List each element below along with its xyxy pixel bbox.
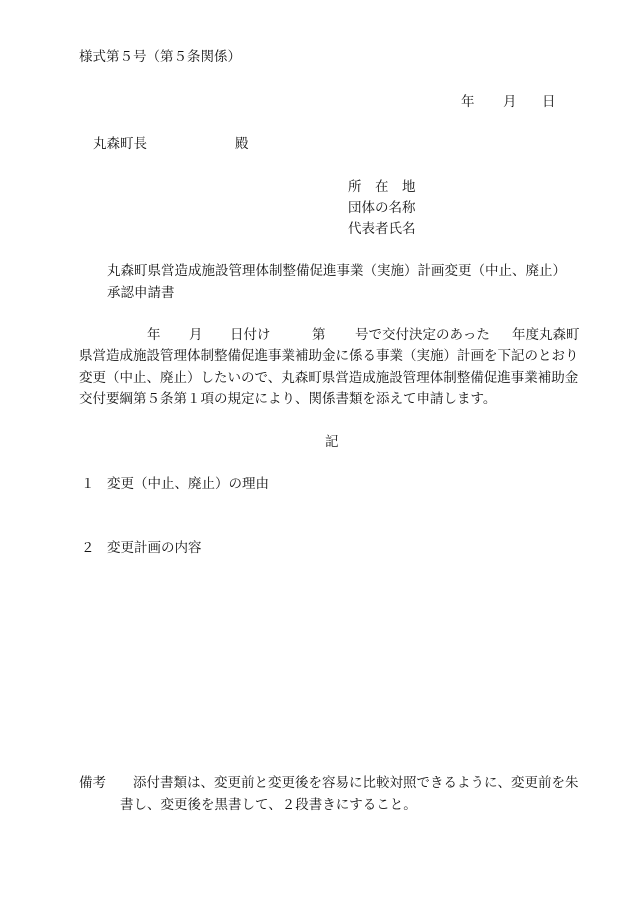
- remarks-label: 備考: [79, 775, 106, 791]
- document-title-line1: 丸森町県営造成施設管理体制整備促進事業（実施）計画変更（中止、廃止）: [107, 263, 566, 279]
- form-number: 様式第５号（第５条関係）: [79, 49, 241, 65]
- body-line4: 交付要綱第５条第１項の規定により、関係書類を添えて申請します。: [79, 391, 497, 407]
- body-dai-label: 第: [312, 327, 326, 343]
- item-2-number: ２: [81, 540, 95, 556]
- body-year-label: 年: [147, 327, 161, 343]
- date-month-label: 月: [503, 94, 517, 110]
- item-1-number: １: [81, 476, 95, 492]
- applicant-representative-label: 代表者氏名: [348, 221, 416, 237]
- item-2-label: 変更計画の内容: [107, 540, 202, 556]
- body-go-text: 号で交付決定のあった: [355, 327, 490, 343]
- document-title-line2: 承認申請書: [107, 285, 175, 301]
- applicant-organization-label: 団体の名称: [348, 200, 416, 216]
- ki-heading: 記: [325, 434, 339, 450]
- date-day-label: 日: [542, 94, 556, 110]
- remarks-line2: 書し、変更後を黒書して、２段書きにすること。: [120, 797, 417, 813]
- remarks-line1: 添付書類は、変更前と変更後を容易に比較対照できるように、変更前を朱: [133, 775, 579, 791]
- item-1-label: 変更（中止、廃止）の理由: [107, 476, 269, 492]
- body-nendo-text: 年度丸森町: [512, 327, 580, 343]
- addressee-honorific: 殿: [235, 136, 249, 152]
- addressee-name: 丸森町長: [93, 136, 147, 152]
- body-month-label: 月: [189, 327, 203, 343]
- body-day-dated-label: 日付け: [230, 327, 271, 343]
- body-line2: 県営造成施設管理体制整備促進事業補助金に係る事業（実施）計画を下記のとおり: [79, 348, 579, 364]
- date-year-label: 年: [461, 94, 475, 110]
- body-line3: 変更（中止、廃止）したいので、丸森町県営造成施設管理体制整備促進事業補助金: [79, 370, 579, 386]
- applicant-location-label: 所 在 地: [348, 179, 416, 195]
